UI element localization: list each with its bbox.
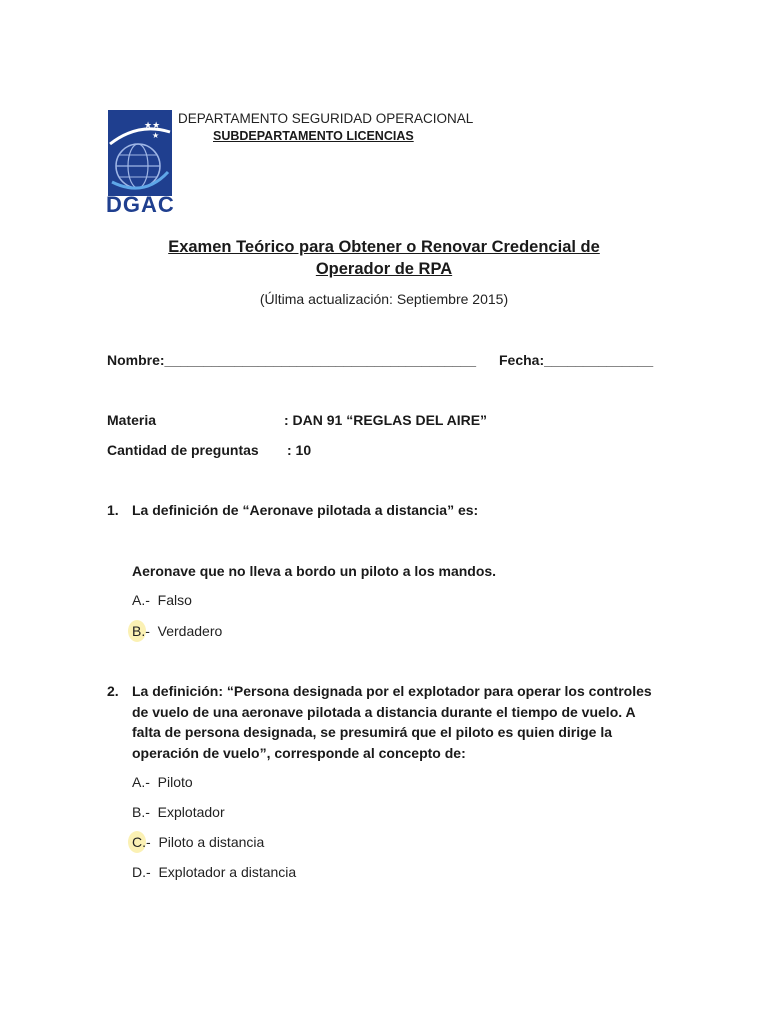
logo-text: DGAC — [106, 192, 175, 217]
exam-title-text: Examen Teórico para Obtener o Renovar Credencial de Operador de RPA — [168, 238, 600, 278]
dgac-logo — [106, 110, 175, 217]
question-1-statement: Aeronave que no lleva a bordo un piloto a los mandos. — [132, 563, 497, 579]
option-letter: A.- — [132, 592, 150, 608]
option-letter: B.- — [132, 804, 150, 820]
question-count-label: Cantidad de preguntas — [107, 442, 259, 458]
svg-text:★★: ★★ — [144, 121, 161, 131]
question-1-number: 1. — [107, 502, 119, 518]
option-letter: D.- — [132, 864, 151, 880]
subdepartment-name: SUBDEPARTAMENTO LICENCIAS — [213, 129, 414, 143]
name-field[interactable]: Nombre:________________________________________ — [107, 352, 477, 368]
option-letter-text: B.- — [132, 623, 150, 639]
department-name: DEPARTAMENTO SEGURIDAD OPERACIONAL — [178, 111, 474, 126]
question-2-text: La definición: “Persona designada por el explotador para operar los controles de vuelo de una aeronave pilotada a distancia durante el tiempo de vuelo. A falta de persona designada, se presumirá que el piloto es quien dirige la operación de vuelo”, corresponde al concepto de: — [132, 683, 652, 761]
option-text: Falso — [157, 592, 192, 608]
option-text: Verdadero — [157, 623, 223, 639]
question-1-text: La definición de “Aeronave pilotada a distancia” es: — [132, 502, 479, 518]
question-1-option-b[interactable] — [132, 623, 222, 639]
option-letter-text: C.- — [132, 834, 151, 850]
last-updated: (Última actualización: Septiembre 2015) — [259, 291, 509, 307]
svg-text:★: ★ — [152, 131, 160, 140]
option-text: Explotador — [157, 804, 225, 820]
option-text: Explotador a distancia — [158, 864, 297, 880]
question-2-option-c[interactable] — [132, 834, 264, 850]
subject-value: : DAN 91 “REGLAS DEL AIRE” — [284, 412, 488, 428]
option-text: Piloto — [157, 774, 193, 790]
exam-title — [0, 236, 768, 280]
question-1-option-a[interactable] — [132, 592, 192, 608]
question-count-value: : 10 — [287, 442, 312, 458]
option-letter-highlighted — [132, 834, 151, 850]
option-letter: A.- — [132, 774, 150, 790]
question-2-number: 2. — [107, 683, 119, 699]
option-text: Piloto a distancia — [158, 834, 265, 850]
subject-label: Materia — [107, 412, 157, 428]
question-2-option-d[interactable] — [132, 864, 296, 880]
question-2-option-a[interactable] — [132, 774, 193, 790]
date-field[interactable]: Fecha:______________ — [499, 352, 654, 368]
option-letter-highlighted — [132, 623, 150, 639]
question-2-option-b[interactable] — [132, 804, 225, 820]
